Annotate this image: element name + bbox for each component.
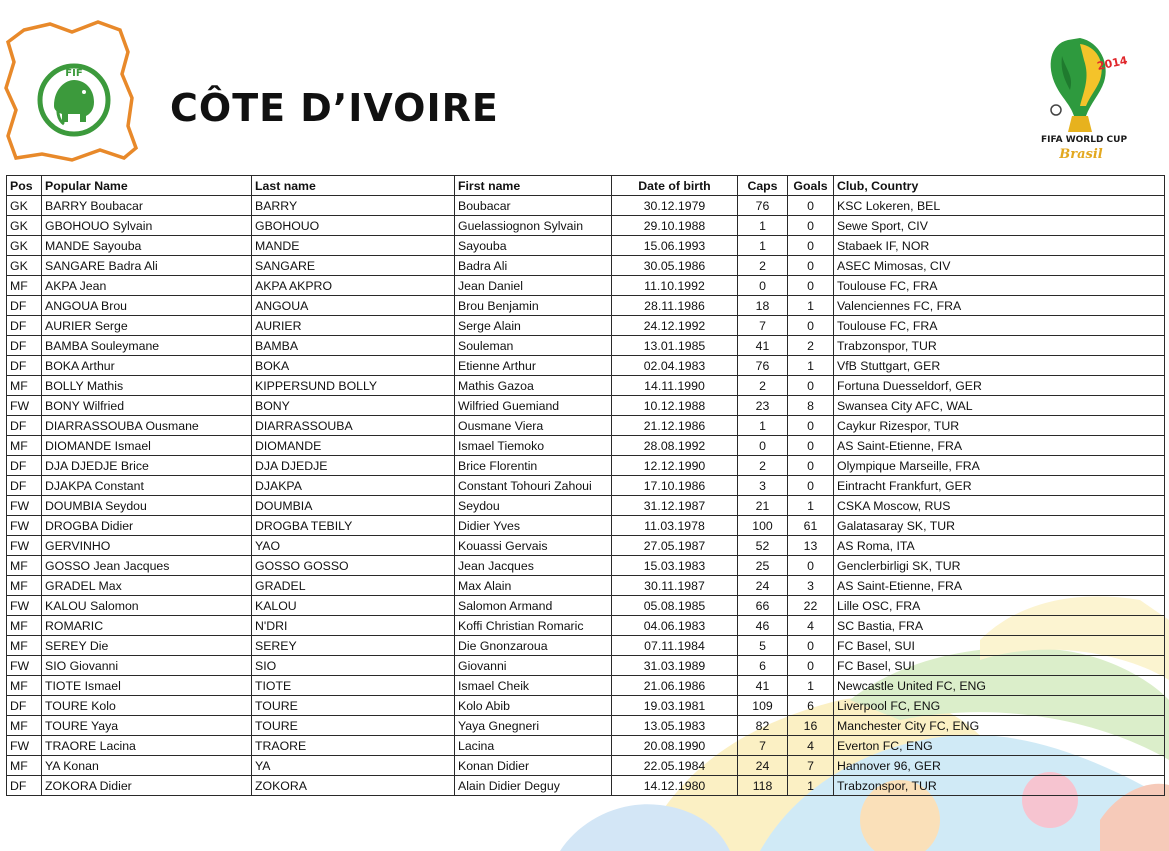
cell-popular-name: AKPA Jean: [42, 276, 252, 296]
cell-first-name: Yaya Gnegneri: [455, 716, 612, 736]
cell-pos: MF: [7, 676, 42, 696]
cell-club-country: Hannover 96, GER: [834, 756, 1165, 776]
cell-pos: DF: [7, 336, 42, 356]
cell-caps: 0: [738, 276, 788, 296]
cell-pos: FW: [7, 396, 42, 416]
cell-date-of-birth: 21.12.1986: [612, 416, 738, 436]
cell-popular-name: DJA DJEDJE Brice: [42, 456, 252, 476]
federation-logo: [2, 18, 142, 166]
cell-goals: 1: [788, 356, 834, 376]
cell-popular-name: BOLLY Mathis: [42, 376, 252, 396]
cell-popular-name: TRAORE Lacina: [42, 736, 252, 756]
cell-popular-name: GERVINHO: [42, 536, 252, 556]
cell-club-country: VfB Stuttgart, GER: [834, 356, 1165, 376]
table-row: [7, 776, 1165, 796]
cell-date-of-birth: 07.11.1984: [612, 636, 738, 656]
cell-last-name: TOURE: [252, 696, 455, 716]
cell-first-name: Souleman: [455, 336, 612, 356]
cell-caps: 7: [738, 736, 788, 756]
cell-pos: FW: [7, 656, 42, 676]
cell-pos: FW: [7, 496, 42, 516]
cell-goals: 0: [788, 276, 834, 296]
cell-pos: MF: [7, 716, 42, 736]
table-row: [7, 636, 1165, 656]
table-row: [7, 736, 1165, 756]
cell-pos: DF: [7, 476, 42, 496]
cell-popular-name: YA Konan: [42, 756, 252, 776]
cell-date-of-birth: 21.06.1986: [612, 676, 738, 696]
cell-club-country: Galatasaray SK, TUR: [834, 516, 1165, 536]
cell-first-name: Brice Florentin: [455, 456, 612, 476]
cell-club-country: Genclerbirligi SK, TUR: [834, 556, 1165, 576]
cell-first-name: Wilfried Guemiand: [455, 396, 612, 416]
cell-caps: 118: [738, 776, 788, 796]
cell-date-of-birth: 17.10.1986: [612, 476, 738, 496]
cell-first-name: Ismael Cheik: [455, 676, 612, 696]
cell-date-of-birth: 13.05.1983: [612, 716, 738, 736]
cell-last-name: YAO: [252, 536, 455, 556]
cell-pos: DF: [7, 356, 42, 376]
cell-last-name: BARRY: [252, 196, 455, 216]
cell-caps: 5: [738, 636, 788, 656]
cell-club-country: FC Basel, SUI: [834, 636, 1165, 656]
cell-first-name: Alain Didier Deguy: [455, 776, 612, 796]
cell-club-country: Caykur Rizespor, TUR: [834, 416, 1165, 436]
table-row: [7, 396, 1165, 416]
cell-pos: MF: [7, 376, 42, 396]
cell-popular-name: BARRY Boubacar: [42, 196, 252, 216]
cell-last-name: KIPPERSUND BOLLY: [252, 376, 455, 396]
cell-popular-name: DOUMBIA Seydou: [42, 496, 252, 516]
cell-first-name: Mathis Gazoa: [455, 376, 612, 396]
cell-last-name: TIOTE: [252, 676, 455, 696]
cell-pos: DF: [7, 416, 42, 436]
cell-last-name: SANGARE: [252, 256, 455, 276]
cell-caps: 66: [738, 596, 788, 616]
cell-first-name: Didier Yves: [455, 516, 612, 536]
cell-last-name: ANGOUA: [252, 296, 455, 316]
cell-club-country: Sewe Sport, CIV: [834, 216, 1165, 236]
cell-goals: 4: [788, 616, 834, 636]
table-row: [7, 516, 1165, 536]
cell-goals: 1: [788, 676, 834, 696]
table-row: [7, 496, 1165, 516]
cell-last-name: GRADEL: [252, 576, 455, 596]
cell-pos: DF: [7, 776, 42, 796]
cell-caps: 2: [738, 256, 788, 276]
cell-club-country: FC Basel, SUI: [834, 656, 1165, 676]
cell-first-name: Konan Didier: [455, 756, 612, 776]
cell-first-name: Die Gnonzaroua: [455, 636, 612, 656]
cell-first-name: Kolo Abib: [455, 696, 612, 716]
cell-goals: 6: [788, 696, 834, 716]
cell-caps: 7: [738, 316, 788, 336]
cell-caps: 3: [738, 476, 788, 496]
cell-pos: DF: [7, 456, 42, 476]
cell-date-of-birth: 31.12.1987: [612, 496, 738, 516]
cell-popular-name: BAMBA Souleymane: [42, 336, 252, 356]
cell-club-country: Liverpool FC, ENG: [834, 696, 1165, 716]
cell-club-country: Olympique Marseille, FRA: [834, 456, 1165, 476]
header-popular-name: Popular Name: [42, 176, 252, 196]
cell-goals: 61: [788, 516, 834, 536]
cell-popular-name: TIOTE Ismael: [42, 676, 252, 696]
cell-pos: MF: [7, 756, 42, 776]
cell-date-of-birth: 24.12.1992: [612, 316, 738, 336]
cell-date-of-birth: 11.10.1992: [612, 276, 738, 296]
cell-caps: 6: [738, 656, 788, 676]
cell-date-of-birth: 14.11.1990: [612, 376, 738, 396]
cell-last-name: DROGBA TEBILY: [252, 516, 455, 536]
cell-pos: MF: [7, 576, 42, 596]
cell-date-of-birth: 20.08.1990: [612, 736, 738, 756]
cell-goals: 1: [788, 776, 834, 796]
cell-goals: 4: [788, 736, 834, 756]
cell-caps: 1: [738, 416, 788, 436]
cell-pos: MF: [7, 616, 42, 636]
cell-goals: 16: [788, 716, 834, 736]
table-row: [7, 756, 1165, 776]
cell-popular-name: GBOHOUO Sylvain: [42, 216, 252, 236]
cell-first-name: Etienne Arthur: [455, 356, 612, 376]
cell-goals: 2: [788, 336, 834, 356]
cell-goals: 0: [788, 656, 834, 676]
cell-last-name: ZOKORA: [252, 776, 455, 796]
cell-date-of-birth: 30.12.1979: [612, 196, 738, 216]
cell-caps: 52: [738, 536, 788, 556]
cell-goals: 0: [788, 256, 834, 276]
cell-first-name: Boubacar: [455, 196, 612, 216]
squad-table-body: [7, 196, 1165, 796]
table-row: [7, 716, 1165, 736]
cell-first-name: Constant Tohouri Zahoui: [455, 476, 612, 496]
cell-popular-name: ZOKORA Didier: [42, 776, 252, 796]
table-row: [7, 356, 1165, 376]
cell-caps: 18: [738, 296, 788, 316]
cell-date-of-birth: 29.10.1988: [612, 216, 738, 236]
page-title: CÔTE D’IVOIRE: [170, 86, 499, 130]
cell-date-of-birth: 30.05.1986: [612, 256, 738, 276]
cell-caps: 100: [738, 516, 788, 536]
cell-first-name: Sayouba: [455, 236, 612, 256]
cell-first-name: Badra Ali: [455, 256, 612, 276]
cell-popular-name: TOURE Kolo: [42, 696, 252, 716]
cell-last-name: MANDE: [252, 236, 455, 256]
cell-first-name: Ousmane Viera: [455, 416, 612, 436]
cell-first-name: Giovanni: [455, 656, 612, 676]
cell-popular-name: DJAKPA Constant: [42, 476, 252, 496]
cell-date-of-birth: 30.11.1987: [612, 576, 738, 596]
cell-first-name: Salomon Armand: [455, 596, 612, 616]
cell-last-name: DJA DJEDJE: [252, 456, 455, 476]
cell-popular-name: GRADEL Max: [42, 576, 252, 596]
cell-caps: 46: [738, 616, 788, 636]
cell-pos: GK: [7, 196, 42, 216]
cell-club-country: SC Bastia, FRA: [834, 616, 1165, 636]
cell-goals: 0: [788, 416, 834, 436]
cell-last-name: DIOMANDE: [252, 436, 455, 456]
cell-pos: FW: [7, 596, 42, 616]
cell-last-name: DJAKPA: [252, 476, 455, 496]
table-row: [7, 656, 1165, 676]
table-row: [7, 296, 1165, 316]
squad-table: [6, 175, 1165, 796]
cell-caps: 24: [738, 576, 788, 596]
cell-last-name: AURIER: [252, 316, 455, 336]
table-header-row: [7, 176, 1165, 196]
cell-last-name: DOUMBIA: [252, 496, 455, 516]
cell-date-of-birth: 15.06.1993: [612, 236, 738, 256]
cell-club-country: Newcastle United FC, ENG: [834, 676, 1165, 696]
cell-pos: MF: [7, 436, 42, 456]
cell-date-of-birth: 13.01.1985: [612, 336, 738, 356]
cell-goals: 0: [788, 236, 834, 256]
cell-first-name: Jean Daniel: [455, 276, 612, 296]
cell-caps: 23: [738, 396, 788, 416]
table-row: [7, 256, 1165, 276]
cell-caps: 0: [738, 436, 788, 456]
world-cup-year: 2014: [1095, 53, 1129, 73]
cell-date-of-birth: 22.05.1984: [612, 756, 738, 776]
cell-pos: GK: [7, 236, 42, 256]
cell-club-country: Trabzonspor, TUR: [834, 776, 1165, 796]
cell-popular-name: ROMARIC: [42, 616, 252, 636]
world-cup-label: FIFA WORLD CUP: [1041, 135, 1128, 145]
page-header: [0, 0, 1169, 172]
header-pos: Pos: [7, 176, 42, 196]
cell-goals: 0: [788, 216, 834, 236]
cell-popular-name: DIARRASSOUBA Ousmane: [42, 416, 252, 436]
cell-caps: 2: [738, 456, 788, 476]
table-row: [7, 376, 1165, 396]
table-row: [7, 436, 1165, 456]
cell-goals: 0: [788, 196, 834, 216]
table-row: [7, 476, 1165, 496]
table-row: [7, 456, 1165, 476]
cell-goals: 8: [788, 396, 834, 416]
cell-first-name: Serge Alain: [455, 316, 612, 336]
cell-date-of-birth: 19.03.1981: [612, 696, 738, 716]
cell-pos: MF: [7, 556, 42, 576]
cell-popular-name: SEREY Die: [42, 636, 252, 656]
cell-goals: 0: [788, 556, 834, 576]
cell-caps: 25: [738, 556, 788, 576]
table-row: [7, 216, 1165, 236]
cell-club-country: Fortuna Duesseldorf, GER: [834, 376, 1165, 396]
cell-caps: 41: [738, 336, 788, 356]
cell-caps: 2: [738, 376, 788, 396]
cell-last-name: N'DRI: [252, 616, 455, 636]
cell-first-name: Brou Benjamin: [455, 296, 612, 316]
cell-pos: GK: [7, 256, 42, 276]
cell-club-country: Lille OSC, FRA: [834, 596, 1165, 616]
cell-caps: 76: [738, 196, 788, 216]
cell-club-country: AS Saint-Etienne, FRA: [834, 576, 1165, 596]
cell-goals: 0: [788, 456, 834, 476]
cell-last-name: BAMBA: [252, 336, 455, 356]
cell-last-name: DIARRASSOUBA: [252, 416, 455, 436]
cell-pos: MF: [7, 276, 42, 296]
cell-club-country: Everton FC, ENG: [834, 736, 1165, 756]
cell-club-country: CSKA Moscow, RUS: [834, 496, 1165, 516]
cell-goals: 0: [788, 476, 834, 496]
cell-first-name: Guelassiognon Sylvain: [455, 216, 612, 236]
cell-date-of-birth: 04.06.1983: [612, 616, 738, 636]
table-row: [7, 536, 1165, 556]
table-row: [7, 556, 1165, 576]
cell-goals: 0: [788, 376, 834, 396]
cell-club-country: Manchester City FC, ENG: [834, 716, 1165, 736]
table-row: [7, 276, 1165, 296]
cell-last-name: GBOHOUO: [252, 216, 455, 236]
cell-popular-name: AURIER Serge: [42, 316, 252, 336]
cell-date-of-birth: 10.12.1988: [612, 396, 738, 416]
cell-caps: 24: [738, 756, 788, 776]
header-club-country: Club, Country: [834, 176, 1165, 196]
cell-last-name: AKPA AKPRO: [252, 276, 455, 296]
cell-club-country: Toulouse FC, FRA: [834, 316, 1165, 336]
cell-caps: 76: [738, 356, 788, 376]
cell-caps: 41: [738, 676, 788, 696]
header-first-name: First name: [455, 176, 612, 196]
cell-date-of-birth: 11.03.1978: [612, 516, 738, 536]
cell-pos: FW: [7, 516, 42, 536]
cell-goals: 13: [788, 536, 834, 556]
cell-club-country: Valenciennes FC, FRA: [834, 296, 1165, 316]
cell-club-country: KSC Lokeren, BEL: [834, 196, 1165, 216]
cell-date-of-birth: 12.12.1990: [612, 456, 738, 476]
cell-last-name: SIO: [252, 656, 455, 676]
table-row: [7, 576, 1165, 596]
cell-popular-name: DIOMANDE Ismael: [42, 436, 252, 456]
cell-last-name: SEREY: [252, 636, 455, 656]
cell-popular-name: SANGARE Badra Ali: [42, 256, 252, 276]
header-caps: Caps: [738, 176, 788, 196]
table-row: [7, 196, 1165, 216]
cell-club-country: Swansea City AFC, WAL: [834, 396, 1165, 416]
cell-club-country: Toulouse FC, FRA: [834, 276, 1165, 296]
table-row: [7, 696, 1165, 716]
cell-popular-name: DROGBA Didier: [42, 516, 252, 536]
cell-popular-name: TOURE Yaya: [42, 716, 252, 736]
table-row: [7, 616, 1165, 636]
cell-club-country: AS Roma, ITA: [834, 536, 1165, 556]
cell-club-country: Trabzonspor, TUR: [834, 336, 1165, 356]
header-last-name: Last name: [252, 176, 455, 196]
cell-last-name: BONY: [252, 396, 455, 416]
cell-goals: 3: [788, 576, 834, 596]
cell-goals: 7: [788, 756, 834, 776]
cell-last-name: TRAORE: [252, 736, 455, 756]
cell-goals: 0: [788, 436, 834, 456]
cell-first-name: Ismael Tiemoko: [455, 436, 612, 456]
table-row: [7, 236, 1165, 256]
cell-date-of-birth: 28.11.1986: [612, 296, 738, 316]
cell-popular-name: GOSSO Jean Jacques: [42, 556, 252, 576]
cell-club-country: AS Saint-Etienne, FRA: [834, 436, 1165, 456]
cell-pos: DF: [7, 696, 42, 716]
cell-club-country: Stabaek IF, NOR: [834, 236, 1165, 256]
cell-date-of-birth: 14.12.1980: [612, 776, 738, 796]
cell-last-name: BOKA: [252, 356, 455, 376]
cell-date-of-birth: 05.08.1985: [612, 596, 738, 616]
cell-popular-name: MANDE Sayouba: [42, 236, 252, 256]
cell-date-of-birth: 02.04.1983: [612, 356, 738, 376]
cell-popular-name: BONY Wilfried: [42, 396, 252, 416]
table-row: [7, 676, 1165, 696]
cell-first-name: Koffi Christian Romaric: [455, 616, 612, 636]
header-goals: Goals: [788, 176, 834, 196]
cell-popular-name: SIO Giovanni: [42, 656, 252, 676]
cell-date-of-birth: 15.03.1983: [612, 556, 738, 576]
cell-pos: DF: [7, 296, 42, 316]
cell-date-of-birth: 31.03.1989: [612, 656, 738, 676]
cell-caps: 1: [738, 216, 788, 236]
cell-last-name: TOURE: [252, 716, 455, 736]
table-row: [7, 336, 1165, 356]
table-row: [7, 416, 1165, 436]
cell-club-country: Eintracht Frankfurt, GER: [834, 476, 1165, 496]
cell-first-name: Seydou: [455, 496, 612, 516]
cell-pos: DF: [7, 316, 42, 336]
cell-caps: 82: [738, 716, 788, 736]
squad-table-container: [6, 175, 1164, 796]
cell-club-country: ASEC Mimosas, CIV: [834, 256, 1165, 276]
cell-goals: 22: [788, 596, 834, 616]
cell-caps: 1: [738, 236, 788, 256]
federation-letters: FIF: [65, 68, 83, 79]
cell-first-name: Max Alain: [455, 576, 612, 596]
world-cup-host-label: Brasil: [1059, 147, 1103, 162]
cell-last-name: GOSSO GOSSO: [252, 556, 455, 576]
cell-goals: 1: [788, 296, 834, 316]
cell-popular-name: ANGOUA Brou: [42, 296, 252, 316]
cell-first-name: Lacina: [455, 736, 612, 756]
table-row: [7, 596, 1165, 616]
cell-goals: 1: [788, 496, 834, 516]
cell-goals: 0: [788, 636, 834, 656]
cell-caps: 109: [738, 696, 788, 716]
cell-pos: FW: [7, 536, 42, 556]
cell-date-of-birth: 28.08.1992: [612, 436, 738, 456]
table-row: [7, 316, 1165, 336]
cell-last-name: YA: [252, 756, 455, 776]
cell-last-name: KALOU: [252, 596, 455, 616]
header-date-of-birth: Date of birth: [612, 176, 738, 196]
cell-popular-name: BOKA Arthur: [42, 356, 252, 376]
cell-first-name: Jean Jacques: [455, 556, 612, 576]
cell-popular-name: KALOU Salomon: [42, 596, 252, 616]
cell-pos: MF: [7, 636, 42, 656]
cell-pos: FW: [7, 736, 42, 756]
cell-pos: GK: [7, 216, 42, 236]
cell-date-of-birth: 27.05.1987: [612, 536, 738, 556]
cell-caps: 21: [738, 496, 788, 516]
cell-first-name: Kouassi Gervais: [455, 536, 612, 556]
cell-goals: 0: [788, 316, 834, 336]
